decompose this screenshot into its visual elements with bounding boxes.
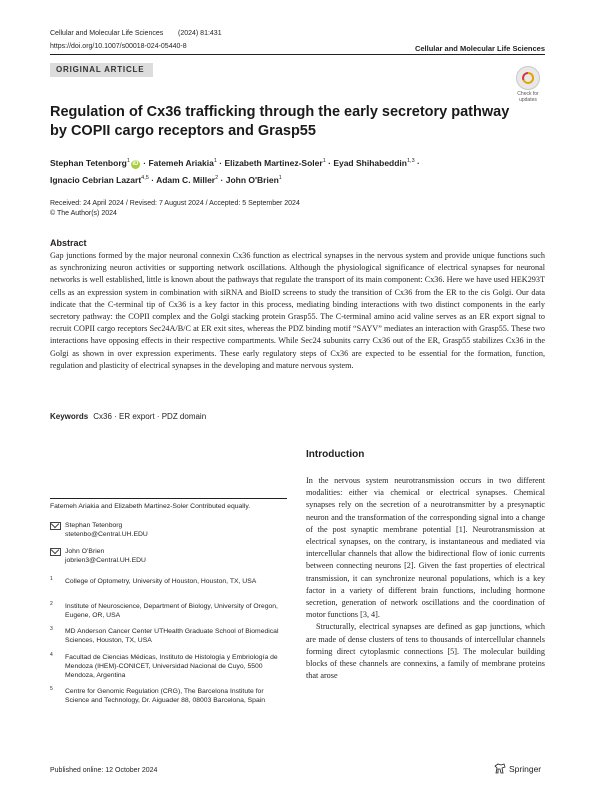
author-affiliation: 4,5: [141, 174, 149, 181]
affiliation-text: Facultad de Ciencias Médicas, Instituto de Histología y Embriología de Mendoza (IHEM)-CONICET, Universidad Nacional de Cuyo, 5500 Mendoza, Argentina: [65, 654, 278, 679]
running-header-journal: Cellular and Molecular Life Sciences: [50, 30, 164, 37]
author-affiliation: 1: [126, 158, 130, 164]
correspondence-email[interactable]: stetenbo@Central.UH.EDU: [65, 531, 148, 538]
equal-contribution-note: Fatemeh Ariakia and Elizabeth Martinez-Soler Contributed equally.: [50, 503, 251, 510]
springer-horse-icon: [494, 763, 506, 774]
mail-icon: [50, 548, 61, 556]
affiliation-text: Centre for Genomic Regulation (CRG), The Barcelona Institute for Science and Technology, Dr. Aiguader 88, 08003 Barcelona, Spain: [65, 688, 266, 704]
running-header-volume: (2024) 81:431: [178, 30, 222, 37]
article-title: Regulation of Cx36 trafficking through the early secretory pathway by COPII cargo receptors and Grasp55: [50, 104, 510, 139]
keywords-label: Keywords: [50, 412, 89, 421]
doi-link[interactable]: https://doi.org/10.1007/s00018-024-05440-8: [50, 43, 187, 50]
article-dates: Received: 24 April 2024 / Revised: 7 August 2024 / Accepted: 5 September 2024: [50, 200, 300, 207]
author-affiliation: 1: [278, 174, 282, 181]
author-name[interactable]: Eyad Shihabeddin: [333, 157, 407, 168]
correspondence-name: John O’Brien: [65, 548, 105, 555]
introduction-heading: Introduction: [306, 449, 365, 460]
copyright: © The Author(s) 2024: [50, 210, 117, 217]
article-type: ORIGINAL ARTICLE: [56, 65, 145, 74]
mail-icon: [50, 522, 61, 530]
affiliation-text: Institute of Neuroscience, Department of Biology, University of Oregon, Eugene, OR, USA: [65, 603, 278, 619]
author-affiliation: 1,3: [407, 158, 415, 164]
affiliation-number: 2: [50, 601, 53, 607]
affiliation: [50, 602, 287, 620]
update-icon: [516, 66, 540, 90]
running-header-journal-right: Cellular and Molecular Life Sciences: [414, 44, 545, 53]
keywords: [50, 412, 206, 421]
introduction-body: [306, 475, 545, 682]
author-name[interactable]: Elizabeth Martinez-Soler: [224, 157, 323, 168]
keywords-text: Cx36 · ER export · PDZ domain: [93, 412, 207, 421]
abstract-heading: Abstract: [50, 238, 87, 248]
check-for-updates-badge[interactable]: [513, 66, 543, 103]
author-name[interactable]: Fatemeh Ariakia: [148, 157, 214, 168]
author-affiliation: 1: [213, 158, 217, 164]
correspondence-email[interactable]: jobrien3@Central.UH.EDU: [65, 557, 146, 564]
affiliation-text: MD Anderson Cancer Center UTHealth Graduate School of Biomedical Sciences, Houston, TX, USA: [65, 628, 279, 644]
footnote-rule: [50, 498, 287, 499]
author-name[interactable]: John O'Brien: [225, 174, 279, 185]
affiliation-number: 3: [50, 626, 53, 632]
affiliation-number: 5: [50, 686, 53, 692]
affiliation-number: 1: [50, 576, 53, 582]
author-name[interactable]: Ignacio Cebrian Lazart: [50, 174, 142, 185]
affiliation: [50, 577, 287, 586]
correspondence-entry: [50, 547, 287, 565]
check-for-updates-label: Check for updates: [517, 91, 539, 103]
affiliation-text: College of Optometry, University of Houston, Houston, TX, USA: [65, 578, 257, 585]
author-name[interactable]: Adam C. Miller: [156, 174, 216, 185]
author-affiliation: 2: [215, 174, 219, 181]
correspondence-name: Stephan Tetenborg: [65, 522, 123, 529]
publisher-logo: [494, 763, 541, 774]
publisher-name: Springer: [509, 763, 542, 774]
header-rule: [50, 54, 545, 55]
affiliation-number: 4: [50, 652, 53, 658]
abstract-text: Gap junctions formed by the major neuronal connexin Cx36 function as electrical synapses in the nervous system and provide unique functions such as synchronizing neuron activities or supporting network oscillations. Although the physiological significance of electrical synapses for neuronal networks is well established, little is known about the pathways that regulate the transport of its main component: Cx36. Here we have used HEK293T cells as an expression system in combination with siRNA and BioID screens to study the transition of Cx36 from the ER to the cis Golgi. Our data indicate that the C-terminal tip of Cx36 is a key factor in this process, mediating binding interactions with two distinct components in the early secretory pathway: the COPII complex and the Golgi stacking protein Grasp55. The C-terminal amino acid valine serves as an ER export signal to recruit COPII cargo receptors Sec24A/B/C at ER exit sites, whereas the PDZ binding motif “SAYV” mediates an interaction with Grasp55. These two interactions have opposing effects in their respective compartments. While Sec24 subunits carry Cx36 out of the ER, Grasp55 stabilizes Cx36 in the Golgi as shown in over expression experiments. These early regulatory steps of Cx36 are expected to be essential for the formation, function, regulation and plasticity of electrical synapses in the developing and mature nervous system.: [50, 251, 545, 370]
author-name[interactable]: Stephan Tetenborg: [50, 157, 127, 168]
published-online: Published online: 12 October 2024: [50, 767, 158, 774]
affiliation: [50, 687, 287, 705]
introduction-paragraph: Structurally, electrical synapses are defined as gap junctions, which are made of dense clusters of tens to thousands of intercellular channels forming direct cytoplasmic connections [5]. The molecular building blocks of these channels are connexins, a family of membrane proteins that arose: [306, 622, 545, 681]
affiliation: [50, 627, 287, 645]
introduction-paragraph: In the nervous system neurotransmission occurs in two different modalities: either via chemical or electrical synapses. Chemical synapses rely on the secretion of a neurotransmitter by a presynaptic neuron and the transformation of the corresponding signal into a change of the post synaptic membrane potential [1]. Neurotransmission at electrical synapses, on the contrary, is instantaneous and mediated via intercellular channels that allow the bidirectional flow of ionic currents between connecting neurons [2]. Given the fast properties of electrical transmission, it can synchronize neuronal populations, which is a key factor in a variety of different brain functions, including hormone secretion, generation of network oscillations and the coordination of motor functions [3, 4].: [306, 476, 545, 620]
orcid-icon[interactable]: iD: [132, 160, 139, 167]
correspondence-entry: [50, 521, 287, 539]
affiliation: [50, 653, 287, 680]
author-list: Stephan Tetenborg$^1$ iD · Fatemeh Ariakia$^1$ · Elizabeth Martinez-Soler$^1$ · Eyad Shihabeddin$^{1,3}$ · Ignacio Cebrian Lazart$^{4,5}$ · Adam C. Miller$^2$ · John O'Brien$^1$: [50, 157, 420, 185]
author-affiliation: 1: [322, 158, 326, 164]
